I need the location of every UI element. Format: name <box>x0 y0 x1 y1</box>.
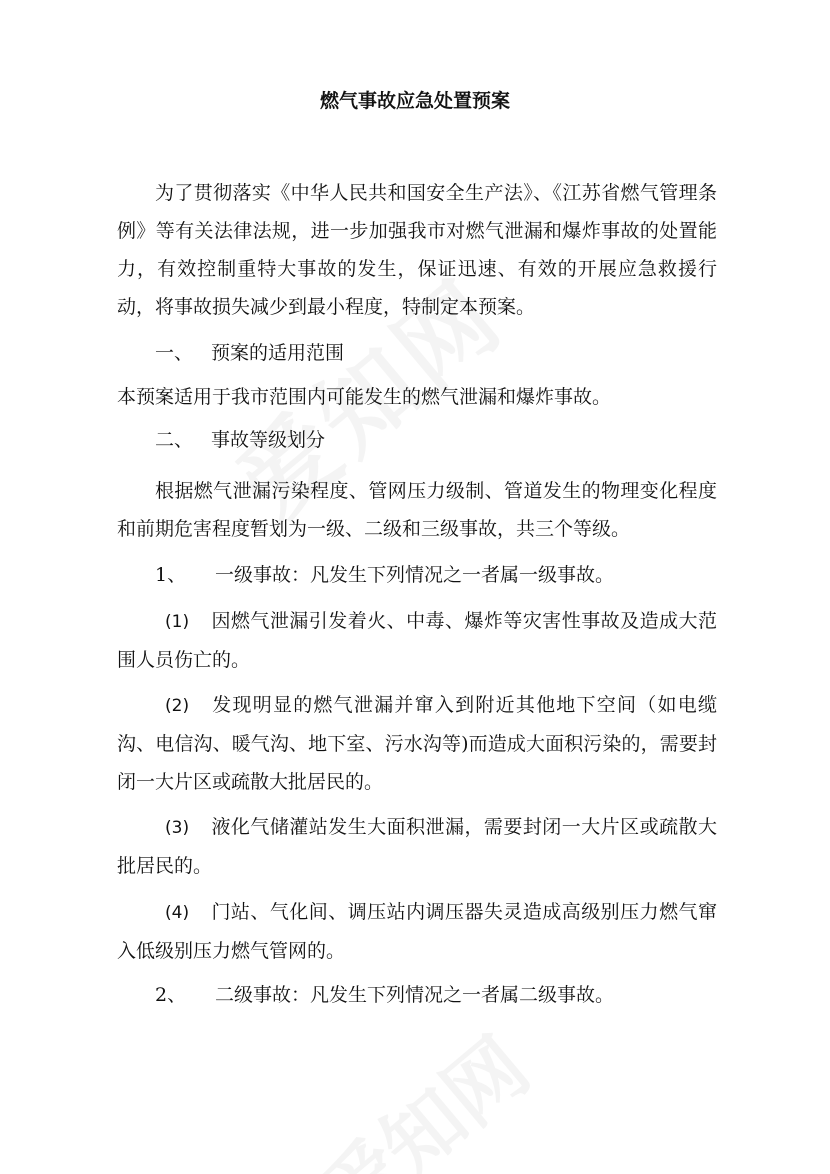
item-text: 因燃气泄漏引发着火、中毒、爆炸等灾害性事故及造成大范围人员伤亡的。 <box>117 610 717 671</box>
section-number: 二、 <box>155 429 194 451</box>
item-number: (1) <box>165 612 190 632</box>
intro-paragraph: 为了贯彻落实《中华人民共和国安全生产法》、《江苏省燃气管理条例》等有关法律法规，进一步加强我市对燃气泄漏和爆炸事故的处置能力，有效控制重特大事故的发生，保证迅速、有效的开展应急救援行动，将事故损失减少到最小程度，特制定本预案。 <box>117 182 717 318</box>
level-number: 2、 <box>155 984 187 1006</box>
level-1-heading <box>155 556 614 594</box>
watermark-bottom <box>291 1006 549 1174</box>
levels-paragraph: 根据燃气泄漏污染程度、管网压力级制、管道发生的物理变化程度和前期危害程度暂划为一级、二级和三级事故，共三个等级。 <box>117 480 717 540</box>
level-number: 1、 <box>155 564 187 586</box>
level-1-item-4 <box>117 893 717 970</box>
level-1-item-1 <box>117 602 717 679</box>
section-title: 事故等级划分 <box>211 429 326 451</box>
section-number: 一、 <box>155 342 194 364</box>
level-text: 二级事故：凡发生下列情况之一者属二级事故。 <box>215 984 615 1006</box>
scope-paragraph: 本预案适用于我市范围内可能发生的燃气泄漏和爆炸事故。 <box>117 386 612 408</box>
item-text: 门站、气化间、调压站内调压器失灵造成高级别压力燃气窜入低级别压力燃气管网的。 <box>117 901 717 962</box>
item-text: 液化气储灌站发生大面积泄漏，需要封闭一大片区或疏散大批居民的。 <box>117 816 717 877</box>
item-number: (4) <box>165 903 190 923</box>
section-heading-scope <box>155 334 344 372</box>
item-text: 发现明显的燃气泄漏并窜入到附近其他地下空间（如电缆沟、电信沟、暖气沟、地下室、污水沟等)而造成大面积污染的，需要封闭一大片区或疏散大批居民的。 <box>117 694 717 793</box>
level-2-heading <box>155 976 614 1014</box>
item-number: (3) <box>165 818 190 838</box>
section-title: 预案的适用范围 <box>211 342 345 364</box>
section-heading-levels <box>155 421 325 459</box>
level-1-item-2 <box>117 686 717 801</box>
document-title: 燃气事故应急处置预案 <box>319 90 510 112</box>
item-number: (2) <box>165 696 190 716</box>
level-text: 一级事故：凡发生下列情况之一者属一级事故。 <box>215 564 615 586</box>
level-1-item-3 <box>117 808 717 885</box>
